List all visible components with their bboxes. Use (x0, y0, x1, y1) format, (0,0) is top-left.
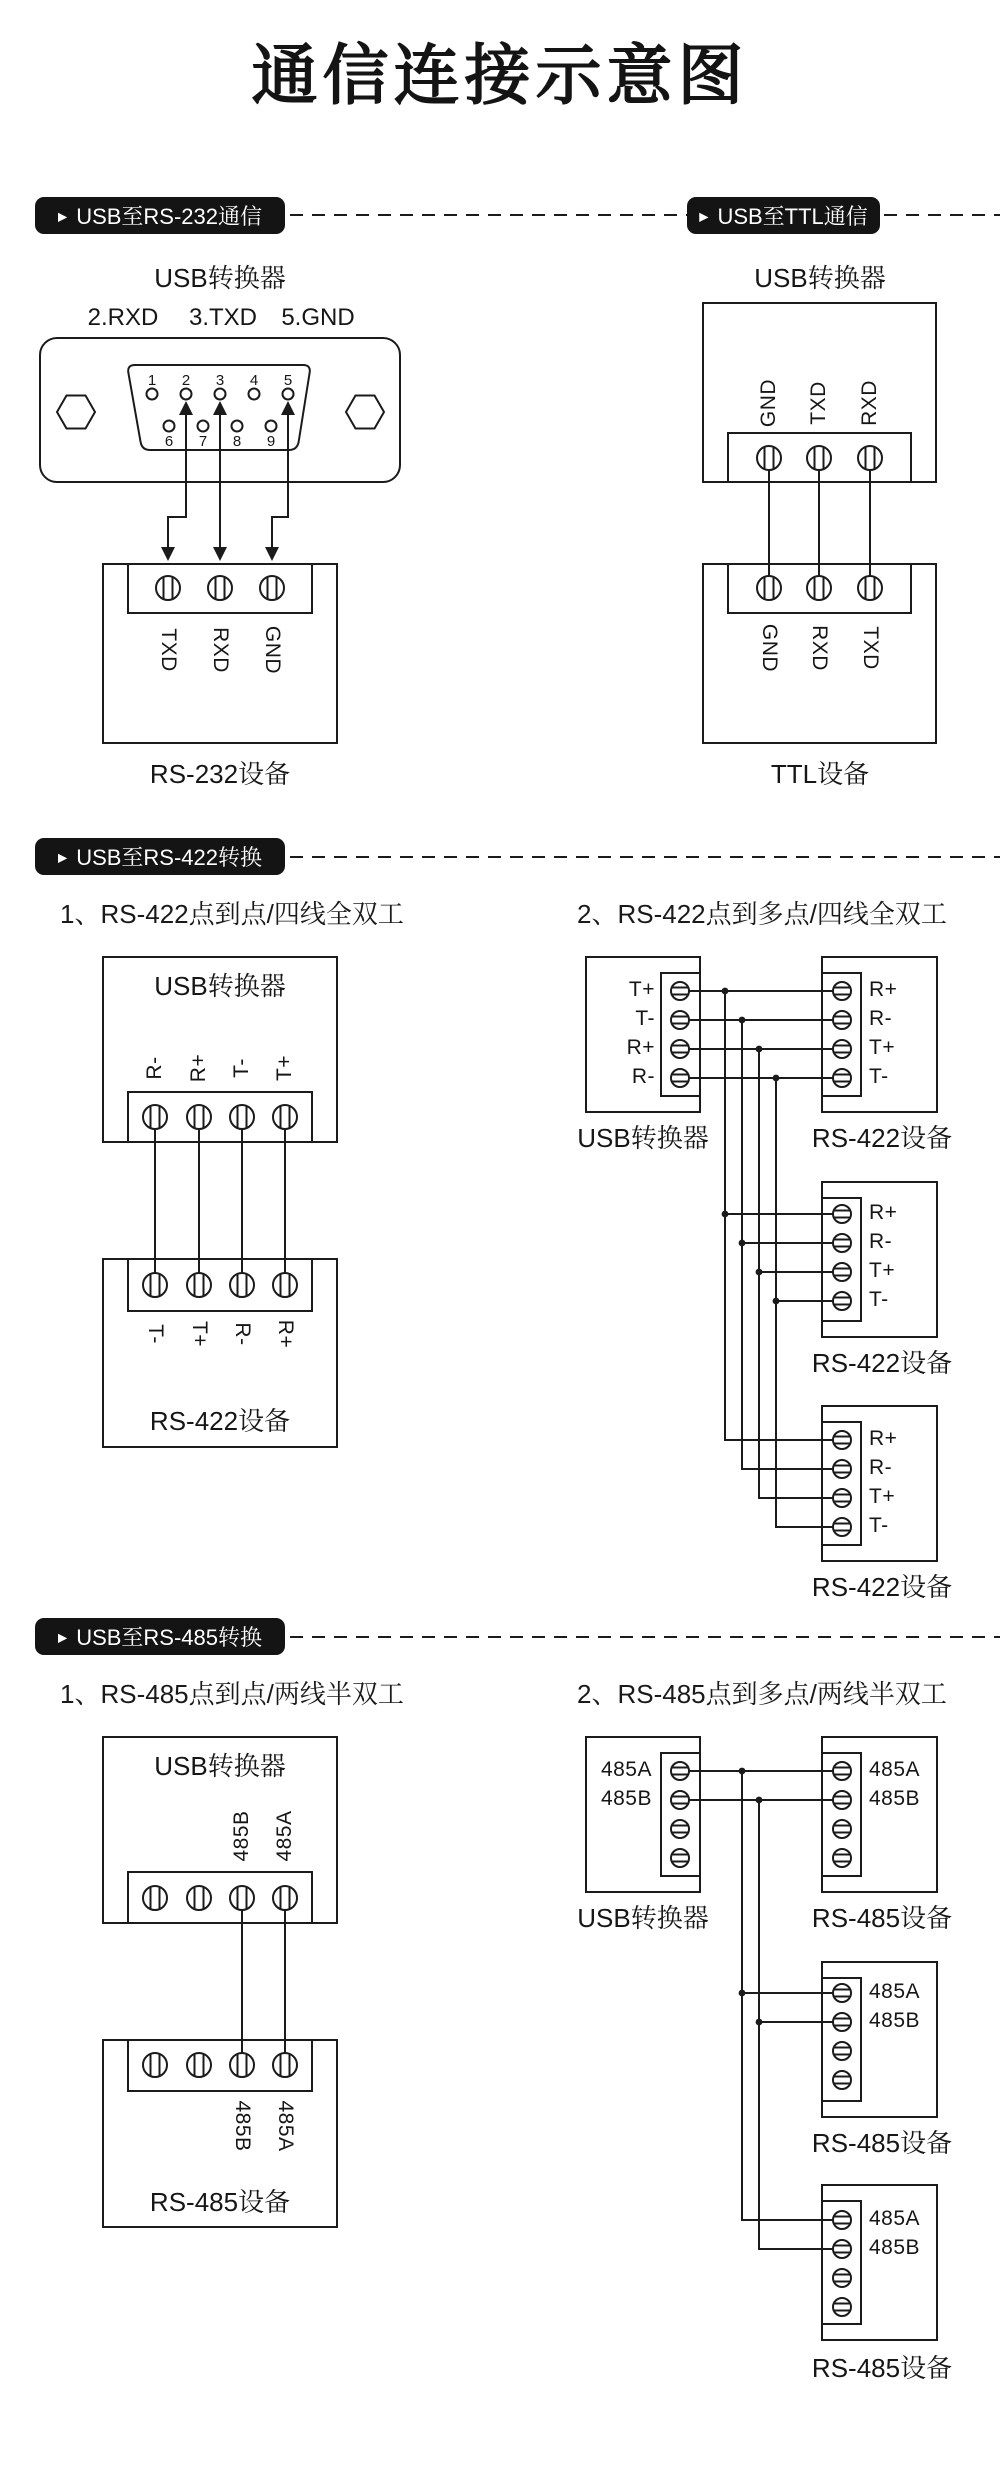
rs422-multi-subtitle: 2、RS-422点到多点/四线全双工 (577, 899, 947, 929)
db9-pin-number: 9 (266, 433, 276, 450)
screw-terminal (757, 576, 781, 600)
device-strip (822, 1198, 861, 1321)
rs485-multi-device-terminal: 485B (869, 1787, 921, 1811)
screw-terminal (757, 446, 781, 470)
rs422-multi-device-terminal: R- (869, 1456, 893, 1480)
rs422-multi-converter-terminal: R- (631, 1065, 655, 1089)
screw-terminal (833, 1069, 851, 1087)
play-triangle-icon: ▶ (57, 850, 68, 864)
screw-terminal (833, 1820, 851, 1838)
section-header-label: USB至RS-422转换 (76, 845, 263, 870)
rs232-diagram (40, 338, 400, 743)
screw-terminal (833, 1849, 851, 1867)
rs485-multi-subtitle: 2、RS-485点到多点/两线半双工 (577, 1679, 947, 1709)
rs422-p2p-converter-terminal: R+ (187, 1053, 210, 1083)
screw-terminal (833, 1518, 851, 1536)
screw-terminal (833, 1431, 851, 1449)
rs485-multi-device-label: RS-485设备 (811, 2353, 953, 2383)
rs422-p2p-device-terminal: R- (231, 1322, 254, 1346)
rs422-p2p-diagram (103, 957, 337, 1447)
rs232-terminal-label: TXD (157, 628, 180, 672)
section-header-label: USB至RS-485转换 (76, 1625, 263, 1650)
rs422-multi-device-terminal: R+ (869, 1201, 898, 1225)
page-title: 通信连接示意图 (251, 38, 749, 112)
screw-terminal (156, 576, 180, 600)
rs485-multi-device-label: RS-485设备 (811, 1903, 953, 1933)
section-header-rs485 (35, 1618, 285, 1655)
rs422-multi-device-terminal: R+ (869, 978, 898, 1002)
screw-terminal (833, 2211, 851, 2229)
rs422-p2p-device-label: RS-422设备 (149, 1406, 291, 1436)
rs485-p2p-subtitle: 1、RS-485点到点/两线半双工 (60, 1679, 404, 1709)
ttl-converter-terminal-label: TXD (807, 381, 830, 425)
rs485-p2p-converter-terminal: 485A (273, 1810, 296, 1862)
rs422-p2p-converter-terminal: T- (230, 1058, 253, 1078)
rs232-terminal-label: GND (261, 625, 284, 675)
rs422-p2p-converter-label: USB转换器 (154, 971, 286, 1001)
rs485-p2p-wires (242, 1910, 285, 2053)
rs485-multi-device-terminal: 485B (869, 2009, 921, 2033)
db9-pin-number: 7 (198, 433, 208, 450)
rs422-p2p-subtitle: 1、RS-422点到点/四线全双工 (60, 899, 404, 929)
rs422-multi-device-terminal: R+ (869, 1427, 898, 1451)
screw-terminal (807, 576, 831, 600)
screw-terminal (671, 982, 689, 1000)
screw-terminal (671, 1762, 689, 1780)
screw-terminal (273, 1105, 297, 1129)
section-header-ttl (687, 197, 880, 234)
rs422-multi-device-terminal: T+ (869, 1485, 896, 1509)
rs485-multi-wires (689, 1768, 833, 2249)
rs422-multi-device-terminal: R- (869, 1007, 893, 1031)
rs422-multi-converter-terminal: T+ (628, 978, 655, 1002)
ttl-device-label: TTL设备 (770, 759, 870, 789)
screw-terminal (671, 1040, 689, 1058)
screw-terminal (187, 1886, 211, 1910)
screw-terminal (833, 2071, 851, 2089)
screw-terminal (671, 1011, 689, 1029)
rs422-p2p-converter-terminal: T+ (273, 1054, 296, 1082)
rs422-multi-device-label: RS-422设备 (811, 1572, 953, 1602)
rs485-multi-converter-label: USB转换器 (577, 1903, 709, 1933)
screw-terminal (833, 2042, 851, 2060)
rs422-p2p-device-terminal: T- (144, 1324, 167, 1344)
screw-terminal (858, 446, 882, 470)
rs485-p2p-device-label: RS-485设备 (149, 2187, 291, 2217)
rs422-p2p-converter-terminal: R- (143, 1056, 166, 1080)
db9-pin-number: 6 (164, 433, 174, 450)
rs485-p2p-device-terminal: 485B (231, 2100, 254, 2152)
rs485-multi-device-terminal: 485A (869, 2207, 921, 2231)
rs422-multi-device-terminal: T- (869, 1288, 889, 1312)
screw-terminal (143, 1273, 167, 1297)
screw-terminal (833, 1263, 851, 1281)
ttl-wires (769, 470, 870, 576)
rs232-terminal-label: RXD (209, 627, 232, 673)
bus-wire (742, 1020, 833, 1469)
rs422-multi-device-label: RS-422设备 (811, 1123, 953, 1153)
screw-terminal (260, 576, 284, 600)
db9-screw-hole-right (346, 396, 384, 429)
rs485-multi-device-terminal: 485B (869, 2236, 921, 2260)
rs485-multi-converter-terminal: 485A (600, 1758, 652, 1782)
screw-terminal (208, 576, 232, 600)
rs232-pinmap-txd: 3.TXD (188, 304, 258, 331)
ttl-device-terminal-label: TXD (859, 626, 882, 670)
rs232-device-label: RS-232设备 (149, 759, 291, 789)
section-header-rs422 (35, 838, 285, 875)
rs485-p2p-converter-terminal: 485B (230, 1810, 253, 1862)
play-triangle-icon: ▶ (57, 209, 68, 223)
ttl-device-terminal-label: GND (758, 623, 781, 673)
rs485-p2p-device-terminal: 485A (274, 2100, 297, 2152)
junction-dots (722, 988, 780, 1305)
rs422-multi-device-terminal: R- (869, 1230, 893, 1254)
db9-pin-number: 4 (249, 372, 259, 389)
db9-pin-number: 1 (147, 372, 157, 389)
screw-terminal (833, 1205, 851, 1223)
play-triangle-icon: ▶ (57, 1630, 68, 1644)
rs422-multi-converter-terminal: R+ (626, 1036, 655, 1060)
section-header-rs232 (35, 197, 285, 234)
db9-pin-number: 2 (181, 372, 191, 389)
rs422-multi-converter-terminal: T- (635, 1007, 655, 1031)
screw-terminal (273, 1886, 297, 1910)
screw-terminal (833, 2240, 851, 2258)
db9-pin-number: 5 (283, 372, 293, 389)
screw-terminal (671, 1069, 689, 1087)
screw-terminal (143, 2053, 167, 2077)
rs232-pinmap-gnd: 5.GND (281, 304, 355, 331)
screw-terminal (833, 1460, 851, 1478)
screw-terminal (833, 1040, 851, 1058)
rs422-multi-device-terminal: T+ (869, 1036, 896, 1060)
ttl-converter-label: USB转换器 (754, 263, 886, 293)
ttl-converter-terminal-label: RXD (858, 380, 881, 426)
section-header-label: USB至RS-232通信 (76, 204, 263, 229)
screw-terminal (833, 2013, 851, 2031)
screw-terminal (143, 1886, 167, 1910)
rs485-multi-device-label: RS-485设备 (811, 2128, 953, 2158)
ttl-converter-terminal-label: GND (757, 378, 780, 428)
rs485-multi-converter-terminal: 485B (600, 1787, 652, 1811)
ttl-diagram (703, 303, 936, 743)
screw-terminal (833, 1292, 851, 1310)
rs485-p2p-diagram (103, 1737, 337, 2227)
rs232-converter-label: USB转换器 (154, 263, 286, 293)
screw-terminal (833, 2269, 851, 2287)
screw-terminal (833, 1791, 851, 1809)
screw-terminal (187, 1105, 211, 1129)
db9-pin-number: 8 (232, 433, 242, 450)
rs485-p2p-converter-label: USB转换器 (154, 1751, 286, 1781)
db9-screw-hole-left (57, 396, 95, 429)
rs422-multi-wires (689, 988, 833, 1527)
play-triangle-icon: ▶ (699, 209, 709, 223)
rs422-multi-device-label: RS-422设备 (811, 1348, 953, 1378)
screw-terminal (858, 576, 882, 600)
screw-terminal (671, 1820, 689, 1838)
screw-terminal (187, 1273, 211, 1297)
rs485-multi-device-terminal: 485A (869, 1758, 921, 1782)
rs422-multi-device-terminal: T- (869, 1514, 889, 1538)
screw-terminal (833, 1234, 851, 1252)
screw-terminal (230, 1105, 254, 1129)
screw-terminal (273, 2053, 297, 2077)
rs422-multi-device-terminal: T+ (869, 1259, 896, 1283)
screw-terminal (671, 1791, 689, 1809)
screw-terminal (143, 1105, 167, 1129)
rs422-p2p-device-terminal: T+ (188, 1320, 211, 1348)
screw-terminal (833, 982, 851, 1000)
screw-terminal (230, 1273, 254, 1297)
screw-terminal (273, 1273, 297, 1297)
rs422-multi-converter-label: USB转换器 (577, 1123, 709, 1153)
rs485-multi-device-terminal: 485A (869, 1980, 921, 2004)
screw-terminal (833, 1984, 851, 2002)
rs422-p2p-wires (155, 1129, 285, 1273)
screw-terminal (833, 2298, 851, 2316)
screw-terminal (187, 2053, 211, 2077)
rs422-p2p-device-terminal: R+ (274, 1319, 297, 1349)
rs232-pinmap-rxd: 2.RXD (87, 304, 159, 331)
screw-terminal (230, 1886, 254, 1910)
ttl-device-terminal-label: RXD (808, 625, 831, 671)
section-header-label: USB至TTL通信 (717, 204, 868, 229)
screw-terminal (833, 1011, 851, 1029)
screw-terminal (833, 1489, 851, 1507)
screw-terminal (671, 1849, 689, 1867)
screw-terminal (807, 446, 831, 470)
rs422-multi-device-terminal: T- (869, 1065, 889, 1089)
db9-pin-number: 3 (215, 372, 225, 389)
screw-terminal (230, 2053, 254, 2077)
screw-terminal (833, 1762, 851, 1780)
